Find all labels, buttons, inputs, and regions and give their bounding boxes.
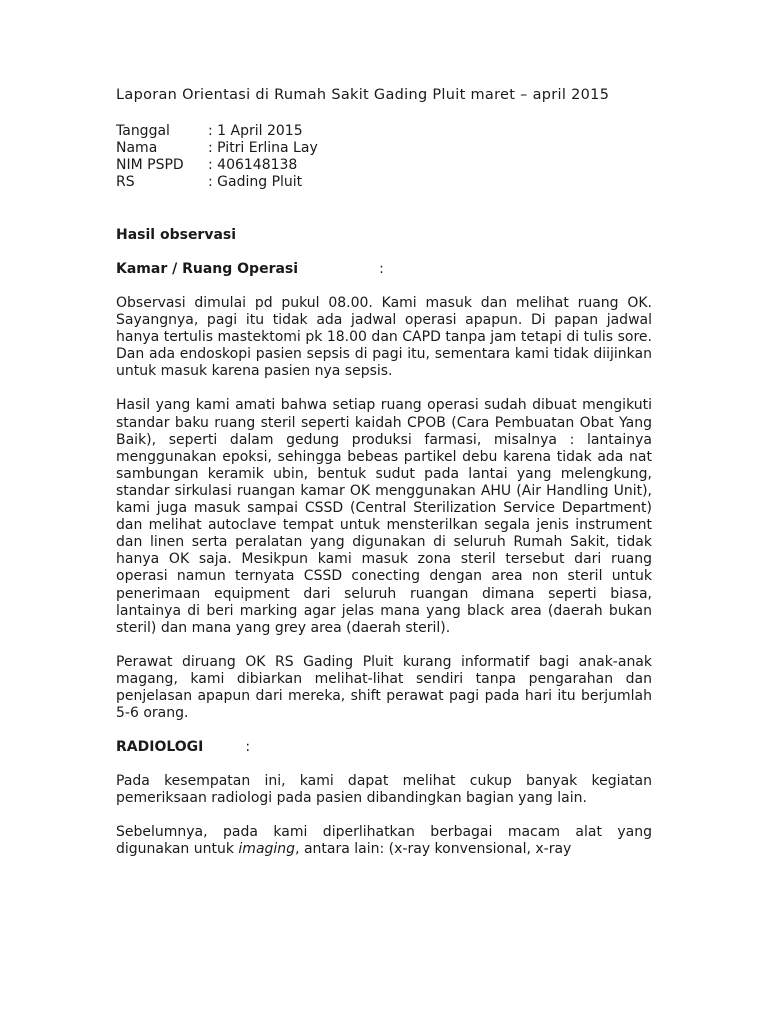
info-label: NIM PSPD (116, 157, 184, 173)
kamar-operasi-heading (116, 261, 652, 278)
kamar-paragraph-3: Perawat diruang OK RS Gading Pluit kurang informatif bagi anak-anak magang, kami dibiarkan melihat-lihat sendiri tanpa pengarahan dan penjelasan apapun dari mereka, shift perawat pagi pada hari itu berjumlah 5-6 orang. (116, 653, 652, 722)
hasil-observasi-heading: Hasil observasi (116, 227, 237, 243)
identity-info-table (116, 123, 318, 191)
radiologi-heading-colon: : (245, 739, 251, 756)
radiologi-paragraph-1: Pada kesempatan ini, kami dapat melihat cukup banyak kegiatan pemeriksaan radiologi pada pasien dibandingkan bagian yang lain. (116, 773, 652, 807)
info-value: : Gading Pluit (208, 174, 303, 190)
radiologi-p2-text-a: Sebelumnya, pada kami diperlihatkan berbagai macam alat yang digunakan untuk (116, 824, 652, 858)
radiologi-heading (116, 739, 652, 756)
info-row-rs (116, 174, 318, 191)
document-page (116, 86, 652, 876)
imaging-emphasis: imaging (238, 841, 296, 858)
info-label: Tanggal (116, 123, 170, 139)
info-label: Nama (116, 140, 158, 156)
document-title: Laporan Orientasi di Rumah Sakit Gading Pluit maret – april 2015 (116, 87, 610, 103)
info-label: RS (116, 174, 135, 190)
info-row-nim (116, 157, 318, 174)
info-value: : Pitri Erlina Lay (208, 140, 318, 156)
kamar-paragraph-1: Observasi dimulai pd pukul 08.00. Kami masuk dan melihat ruang OK. Sayangnya, pagi itu tidak ada jadwal operasi apapun. Di papan jadwal hanya tertulis mastektomi pk 18.00 dan CAPD tanpa jam tetapi di tulis sore. Dan ada endoskopi pasien sepsis di pagi itu, sementara kami tidak diijinkan untuk masuk karena pasien nya sepsis. (116, 295, 652, 380)
kamar-heading-text: Kamar / Ruang Operasi (116, 261, 299, 277)
radiologi-p2-text-b: , antara lain: (x-ray konvensional, x-ray (295, 841, 572, 858)
radiologi-heading-text: RADIOLOGI (116, 739, 204, 756)
kamar-heading-colon: : (379, 261, 384, 277)
info-value: : 406148138 (208, 157, 298, 173)
info-row-nama (116, 140, 318, 157)
radiologi-paragraph-2 (116, 824, 652, 858)
info-value: : 1 April 2015 (208, 123, 303, 139)
kamar-paragraph-2: Hasil yang kami amati bahwa setiap ruang operasi sudah dibuat mengikuti standar baku ruang steril seperti kaidah CPOB (Cara Pembuatan Obat Yang Baik), seperti dalam gedung produksi farmasi, misalnya : lantainya menggunakan epoksi, sehingga bebeas partikel debu karena tidak ada nat sambungan keramik ubin, bentuk sudut pada lantai yang melengkung, standar sirkulasi ruangan kamar OK menggunakan AHU (Air Handling Unit), kami juga masuk sampai CSSD (Central Sterilization Service Department) dan melihat autoclave tempat untuk mensterilkan segala jenis instrument dan linen serta peralatan yang digunakan di seluruh Rumah Sakit, tidak hanya OK saja. Mesikpun kami masuk zona steril tersebut dari ruang operasi namun ternyata CSSD conecting dengan area non steril untuk penerimaan equipment dari seluruh ruangan dimana seperti biasa, lantainya di beri marking agar jelas mana yang black area (daerah bukan steril) dan mana yang grey area (daerah steril). (116, 397, 652, 636)
info-row-tanggal (116, 123, 318, 140)
